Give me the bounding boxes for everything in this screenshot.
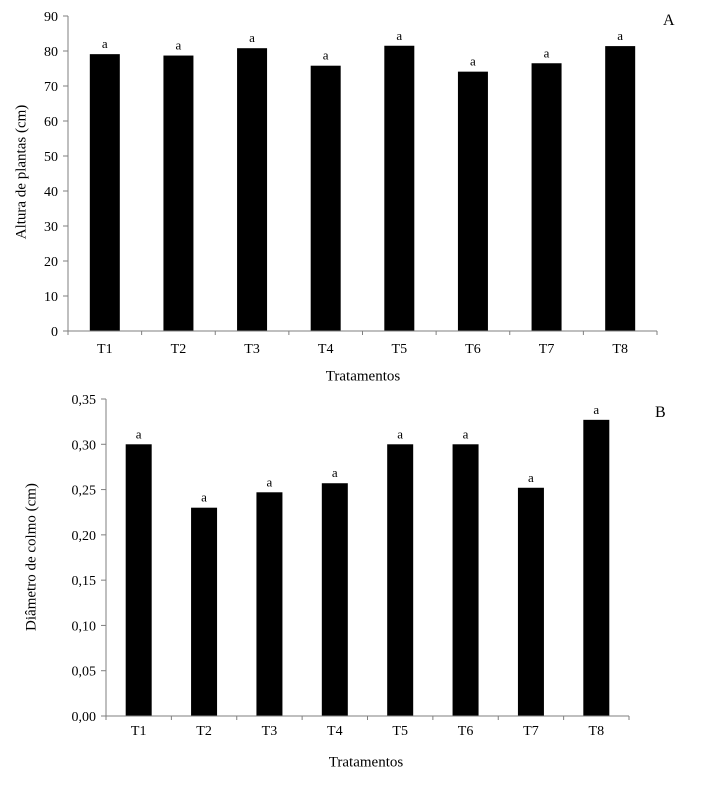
x-category-label: T4	[317, 342, 334, 357]
y-tick-label: 30	[44, 220, 58, 235]
x-category-label: T7	[523, 724, 539, 739]
x-category-label: T2	[170, 342, 187, 357]
x-category-label: T5	[391, 342, 408, 357]
y-tick-label: 0,35	[71, 393, 96, 409]
bar-plot-b	[0, 385, 705, 788]
bar-letter-T4: a	[331, 465, 338, 481]
bar-T3	[237, 48, 267, 331]
bar-T2	[163, 56, 193, 331]
y-tick-label: 0,00	[71, 710, 96, 725]
bar-T4	[322, 483, 348, 716]
y-tick-label: 20	[44, 255, 58, 270]
y-tick-label: 80	[44, 45, 58, 60]
bar-letter-T1: a	[101, 36, 108, 52]
bar-T4	[311, 66, 341, 331]
bar-T2	[191, 508, 217, 716]
x-axis-title-b: Tratamentos	[328, 754, 404, 771]
bar-T5	[387, 444, 413, 716]
bar-letter-T2: a	[175, 37, 182, 53]
x-category-label: T8	[612, 342, 628, 357]
x-category-label: T1	[130, 724, 147, 739]
bar-T7	[532, 63, 562, 331]
y-axis-title-a: Altura de plantas (cm)	[13, 104, 30, 240]
y-tick-label: 0	[51, 325, 58, 340]
y-tick-label: 60	[44, 115, 58, 130]
bar-letter-T8: a	[617, 28, 624, 44]
bar-letter-T2: a	[201, 489, 207, 505]
x-category-label: T3	[244, 342, 260, 357]
y-tick-label: 10	[44, 290, 58, 305]
x-category-label: T4	[327, 724, 343, 739]
bar-plot-a	[0, 0, 705, 385]
x-category-label: T6	[457, 724, 474, 739]
bar-letter-T3: a	[266, 474, 273, 490]
y-axis-title-b: Diâmetro de colmo (cm)	[23, 483, 40, 631]
x-category-label: T5	[392, 724, 408, 739]
x-category-label: T3	[261, 724, 278, 739]
bar-T5	[384, 46, 414, 331]
bar-letter-T6: a	[470, 53, 476, 69]
x-axis-title-a: Tratamentos	[325, 368, 401, 385]
y-tick-label: 70	[44, 80, 58, 95]
y-tick-label: 0,30	[71, 438, 96, 454]
bar-letter-T7: a	[543, 45, 550, 61]
bar-T6	[453, 444, 479, 716]
bar-letter-T3: a	[249, 30, 255, 46]
bar-letter-T5: a	[397, 426, 404, 442]
y-tick-label: 0,10	[71, 619, 96, 635]
x-category-label: T2	[196, 724, 212, 739]
bar-letter-T7: a	[528, 469, 534, 485]
y-tick-label: 50	[44, 150, 58, 165]
bar-T7	[518, 488, 544, 716]
x-category-label: T7	[538, 342, 555, 357]
x-category-label: T8	[588, 724, 605, 739]
bar-T8	[605, 46, 635, 331]
bar-T1	[126, 444, 152, 716]
y-tick-label: 90	[44, 10, 58, 25]
x-category-label: T6	[465, 342, 481, 357]
bar-letter-T4: a	[322, 47, 329, 63]
bar-T6	[458, 72, 488, 331]
x-category-label: T1	[97, 342, 113, 357]
y-tick-label: 0,25	[71, 483, 96, 499]
panel-label-b: B	[655, 404, 666, 421]
bar-T3	[256, 492, 282, 716]
bar-letter-T6: a	[462, 426, 469, 442]
y-tick-label: 40	[44, 185, 58, 200]
bar-T8	[583, 420, 609, 716]
bar-letter-T5: a	[396, 27, 403, 43]
bar-letter-T8: a	[593, 401, 600, 417]
y-tick-label: 0,15	[71, 574, 96, 590]
panel-label-a: A	[663, 12, 675, 29]
bar-T1	[90, 54, 120, 331]
y-tick-label: 0,20	[71, 528, 96, 544]
bar-letter-T1: a	[135, 426, 142, 442]
y-tick-label: 0,05	[71, 664, 96, 680]
